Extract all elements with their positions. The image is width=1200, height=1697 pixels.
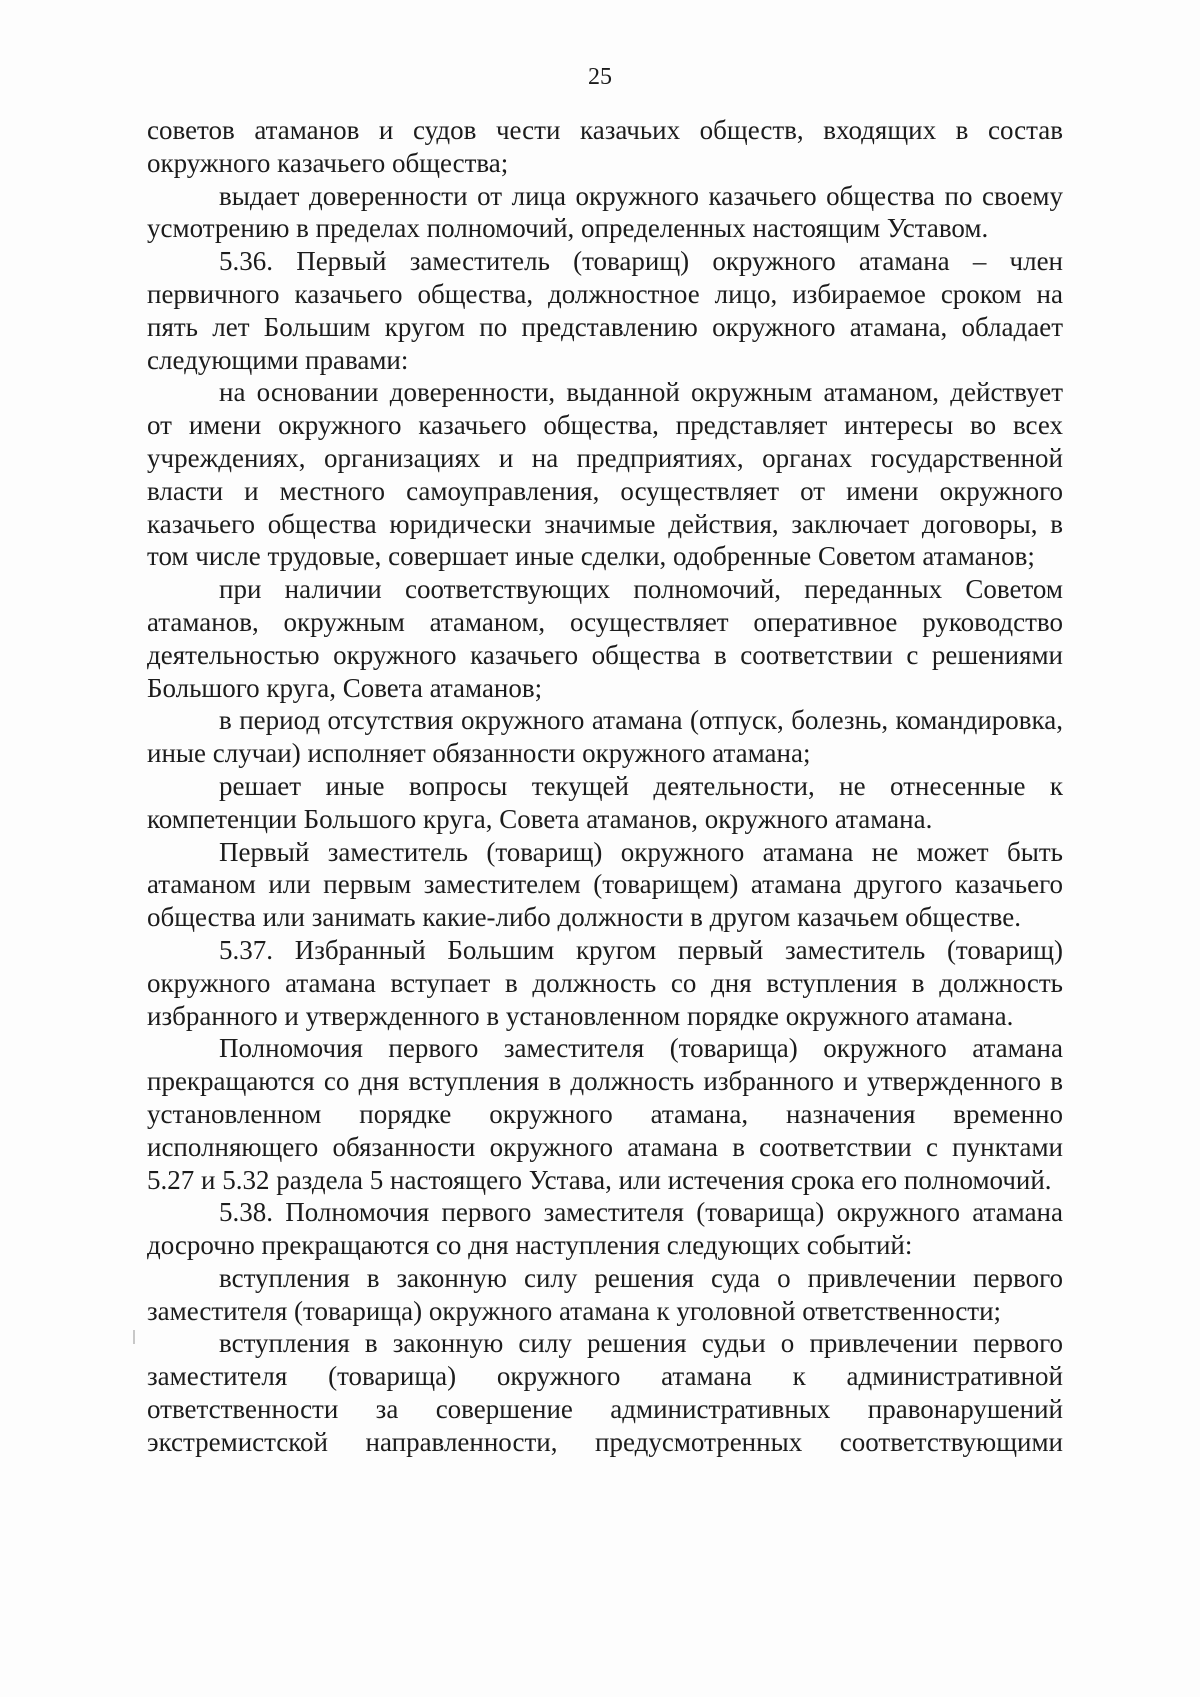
- scan-artifact: [133, 1330, 135, 1344]
- paragraph: решает иные вопросы текущей деятельности, не отнесенные к компетенции Большого круга, Совета атаманов, окружного атамана.: [147, 770, 1063, 834]
- paragraph: советов атаманов и судов чести казачьих обществ, входящих в состав окружного казачьего общества;: [147, 115, 1063, 178]
- paragraph: Первый заместитель (товарищ) окружного атамана не может быть атаманом или первым заместителем (товарищем) атамана другого казачьего общества или занимать какие-либо должности в другом казачьем обществе.: [147, 836, 1063, 933]
- paragraph: выдает доверенности от лица окружного казачьего общества по своему усмотрению в пределах полномочий, определенных настоящим Уставом.: [147, 180, 1063, 244]
- paragraph: вступления в законную силу решения суда о привлечении первого заместителя (товарища) окружного атамана к уголовной ответственности;: [147, 1262, 1063, 1326]
- paragraph: 5.38. Полномочия первого заместителя (товарища) окружного атамана досрочно прекращаются со дня наступления следующих событий:: [147, 1197, 1063, 1261]
- paragraph: 5.36. Первый заместитель (товарищ) окружного атамана – член первичного казачьего общества, должностное лицо, избираемое сроком на пять лет Большим кругом по представлению окружного атамана, обладает следующими правами:: [147, 246, 1063, 375]
- paragraph: при наличии соответствующих полномочий, переданных Советом атаманов, окружным атаманом, осуществляет оперативное руководство деятельностью окружного казачьего общества в соответствии с решениями Большого круга, Совета атаманов;: [147, 574, 1063, 703]
- paragraph: 5.37. Избранный Большим кругом первый заместитель (товарищ) окружного атамана вступает в должность со дня вступления в должность избранного и утвержденного в установленном порядке окружного атамана.: [147, 934, 1063, 1031]
- document-body: [147, 114, 1063, 1459]
- paragraph: на основании доверенности, выданной окружным атаманом, действует от имени окружного казачьего общества, представляет интересы во всех учреждениях, организациях и на предприятиях, органах государственной власти и местного самоуправления, осуществляет от имени окружного казачьего общества юридически значимые действия, заключает договоры, в том числе трудовые, совершает иные сделки, одобренные Советом атаманов;: [147, 377, 1063, 572]
- page-number: 25: [588, 64, 612, 90]
- paragraph: Полномочия первого заместителя (товарища) окружного атамана прекращаются со дня вступления в должность избранного и утвержденного в установленном порядке окружного атамана, назначения временно исполняющего обязанности окружного атамана в соответствии с пунктами 5.27 и 5.32 раздела 5 настоящего Устава, или истечения срока его полномочий.: [147, 1033, 1063, 1195]
- paragraph: вступления в законную силу решения судьи о привлечении первого заместителя (товарища) окружного атамана к административной ответственности за совершение административных правонарушений экстремистской направленности, предусмотренных соответствующими: [147, 1328, 1063, 1457]
- paragraph: в период отсутствия окружного атамана (отпуск, болезнь, командировка, иные случаи) исполняет обязанности окружного атамана;: [147, 705, 1063, 769]
